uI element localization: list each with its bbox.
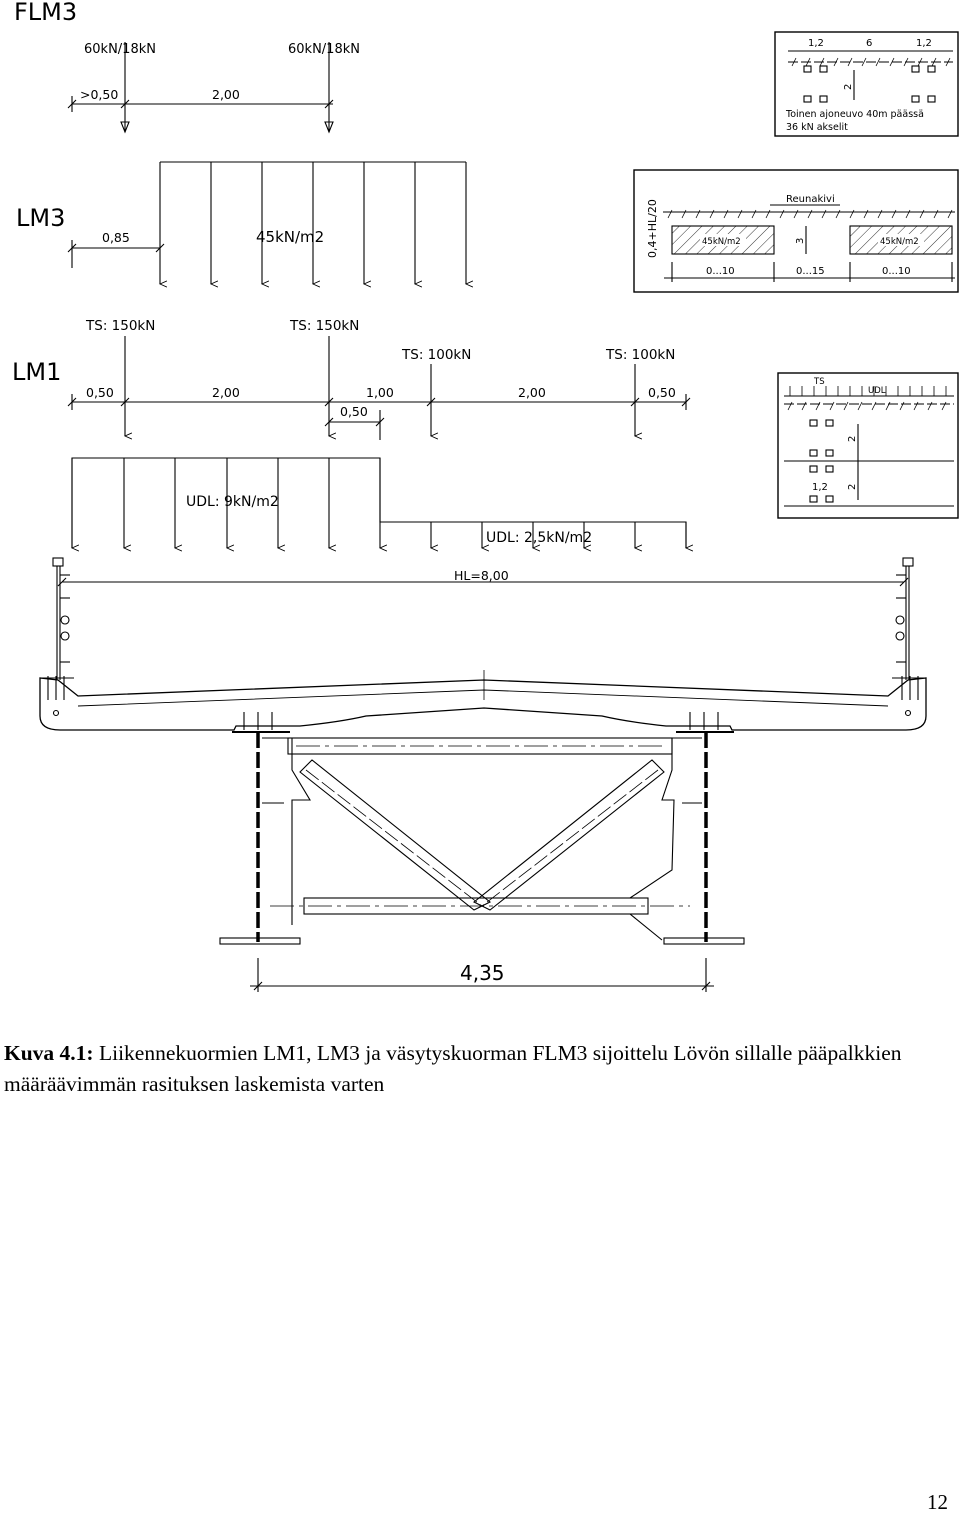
lm1-inset-dim-h: 1,2 [812,482,828,493]
lm3-load-arrows [160,162,466,284]
lm3-load-label: 45kN/m2 [256,228,325,246]
flm3-inset-dim-a: 1,2 [808,38,824,49]
flm3-diagram [14,0,360,132]
lm1-title: LM1 [12,358,62,386]
lm1-inset-dim-v1: 2 [847,435,858,442]
lm3-inset-height: 0,4+HL/20 [646,199,659,258]
lm1-dim-5: 0,50 [648,385,676,400]
lm1-ts-2: TS: 150kN [290,318,360,334]
lm3-dim-edge: 0,85 [102,230,130,245]
flm3-inset-dim-v: 2 [843,83,854,90]
girder-spacing-label: 4,35 [460,961,505,985]
lm1-dim-4: 2,00 [518,385,546,400]
lm1-ts-4: TS: 100kN [606,347,676,363]
lm3-inset [634,170,958,292]
lm1-udl-main: UDL: 9kN/m2 [186,494,279,510]
lm1-dim-2: 2,00 [212,385,240,400]
diagonal-brace-right [474,760,664,910]
caption-label: Kuva 4.1: [4,1041,94,1065]
lm3-inset-dim-v: 3 [795,237,806,244]
lm3-inset-curb: Reunakivi [786,194,835,205]
lm1-udl-rest: UDL: 2,5kN/m2 [486,530,593,546]
page-number: 12 [927,1490,948,1514]
flm3-dim-spacing: 2,00 [212,87,240,102]
flm3-inset [775,32,958,136]
figure-caption [4,1038,956,1100]
main-girder-left [220,732,310,944]
lm3-inset-dim-left: 0...10 [706,266,735,277]
flm3-inset-note-2: 36 kN akselit [786,122,848,133]
flm3-title: FLM3 [14,0,78,26]
lm1-udl-arrows [72,458,686,548]
lm3-title: LM3 [16,204,66,232]
lm3-inset-dim-mid: 0...15 [796,266,825,277]
lm1-inset-udl: UDL [868,386,886,396]
lm3-inset-dim-right: 0...10 [882,266,911,277]
deck-studs [244,712,718,730]
lm1-ts-1: TS: 150kN [86,318,156,334]
lm1-dim-gap: 0,50 [340,404,368,419]
lm1-udl-outline [72,458,686,548]
lm1-inset-ts: TS [814,377,825,387]
flm3-load-left: 60kN/18kN [84,42,156,57]
diagonal-brace-left [300,760,490,910]
lm3-diagram [16,162,466,284]
lm1-ts-3: TS: 100kN [402,347,472,363]
lm1-inset [778,373,958,518]
flm3-inset-dim-b: 6 [866,38,873,49]
flm3-inset-note-1: Toinen ajoneuvo 40m päässä [786,109,924,120]
bridge-cross-section [40,558,926,992]
flm3-dim-edge: >0,50 [80,87,119,102]
lm1-dim-1: 0,50 [86,385,114,400]
lm1-diagram [12,318,690,548]
lm1-dim-3: 1,00 [366,385,394,400]
lm3-inset-load-left: 45kN/m2 [702,237,741,247]
caption-text: Liikennekuormien LM1, LM3 ja väsytyskuorman FLM3 sijoittelu Lövön sillalle pääpalkkien määräävimmän rasituksen laskemista varten [4,1041,902,1096]
lm1-inset-dim-v2: 2 [847,483,858,490]
flm3-inset-dim-c: 1,2 [916,38,932,49]
deck-width-label: HL=8,00 [454,568,509,583]
lm3-inset-load-right: 45kN/m2 [880,237,919,247]
flm3-load-right: 60kN/18kN [288,42,360,57]
deck-slab [40,678,926,730]
